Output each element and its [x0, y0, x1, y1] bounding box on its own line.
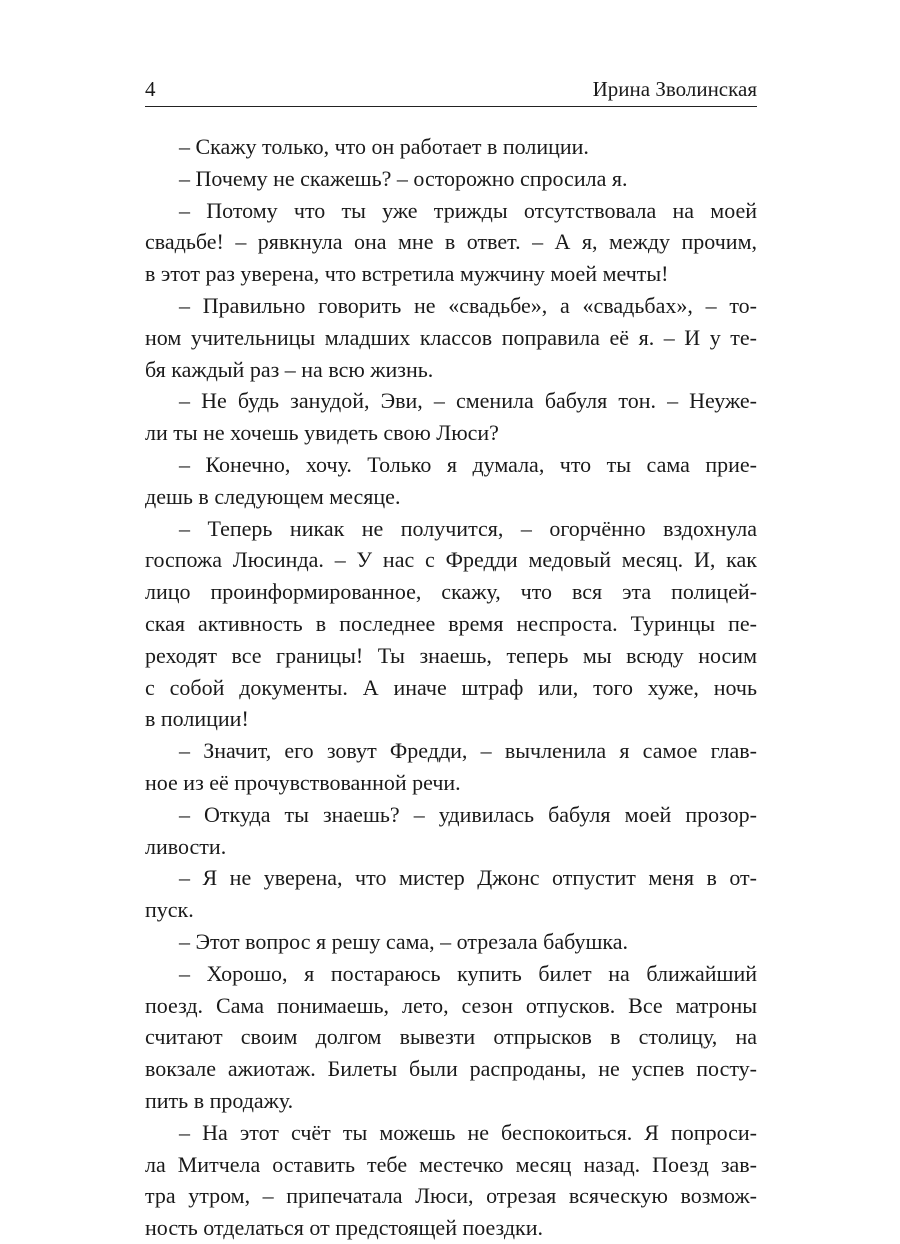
- text-line: с собой документы. А иначе штраф или, того хуже, ночь: [145, 674, 757, 700]
- text-line: госпожа Люсинда. – У нас с Фредди медовый месяц. И, как: [145, 547, 757, 573]
- text-line: лицо проинформированное, скажу, что вся эта полицей-: [145, 579, 757, 605]
- page-number: 4: [145, 77, 156, 101]
- text-line: – Потому что ты уже трижды отсутствовала на моей: [179, 197, 757, 223]
- header-divider: [145, 106, 757, 107]
- text-line: – Этот вопрос я решу сама, – отрезала бабушка.: [179, 928, 629, 954]
- text-line: ли ты не хочешь увидеть свою Люси?: [145, 420, 499, 446]
- text-line: – Значит, его зовут Фредди, – вычленила я самое глав-: [179, 738, 757, 764]
- text-line: вокзале ажиотаж. Билеты были распроданы, не успев посту-: [145, 1056, 757, 1082]
- text-line: пить в продажу.: [145, 1087, 294, 1113]
- text-line: бя каждый раз – на всю жизнь.: [145, 356, 434, 382]
- text-line: свадьбе! – рявкнула она мне в ответ. – А я, между прочим,: [145, 229, 757, 255]
- text-line: реходят все границы! Ты знаешь, теперь мы всюду носим: [145, 642, 757, 668]
- text-line: ла Митчела оставить тебе местечко месяц назад. Поезд зав-: [145, 1151, 757, 1177]
- page-header: [145, 74, 757, 104]
- running-head-author: Ирина Зволинская: [592, 77, 757, 101]
- text-line: тра утром, – припечатала Люси, отрезая всяческую возмож-: [145, 1183, 757, 1209]
- text-line: ская активность в последнее время неспроста. Туринцы пе-: [145, 610, 757, 636]
- body-text: [145, 131, 757, 1244]
- text-line: считают своим долгом вывезти отпрысков в столицу, на: [145, 1024, 757, 1050]
- text-line: – На этот счёт ты можешь не беспокоиться. Я попроси-: [179, 1119, 757, 1145]
- text-line: – Скажу только, что он работает в полиции.: [179, 134, 589, 159]
- text-line: ливости.: [145, 833, 227, 859]
- text-line: ное из её прочувствованной речи.: [145, 769, 461, 795]
- text-line: в этот раз уверена, что встретила мужчину моей мечты!: [145, 261, 669, 287]
- text-line: дешь в следующем месяце.: [145, 483, 401, 509]
- text-line: ном учительницы младших классов поправила её я. – И у те-: [145, 324, 757, 350]
- text-line: поезд. Сама понимаешь, лето, сезон отпусков. Все матроны: [145, 992, 757, 1018]
- text-line: – Не будь занудой, Эви, – сменила бабуля тон. – Неуже-: [179, 388, 757, 414]
- text-line: – Правильно говорить не «свадьбе», а «свадьбах», – то-: [179, 292, 757, 318]
- text-line: ность отделаться от предстоящей поездки.: [145, 1215, 543, 1241]
- text-line: – Откуда ты знаешь? – удивилась бабуля моей прозор-: [179, 801, 757, 827]
- text-line: – Я не уверена, что мистер Джонс отпустит меня в от-: [179, 865, 757, 891]
- text-line: в полиции!: [145, 706, 249, 732]
- text-line: – Конечно, хочу. Только я думала, что ты сама прие-: [179, 451, 757, 477]
- text-line: – Почему не скажешь? – осторожно спросила я.: [179, 165, 628, 191]
- text-line: – Хорошо, я постараюсь купить билет на ближайший: [179, 960, 757, 986]
- text-line: пуск.: [145, 897, 194, 923]
- text-line: – Теперь никак не получится, – огорчённо вздохнула: [179, 515, 757, 541]
